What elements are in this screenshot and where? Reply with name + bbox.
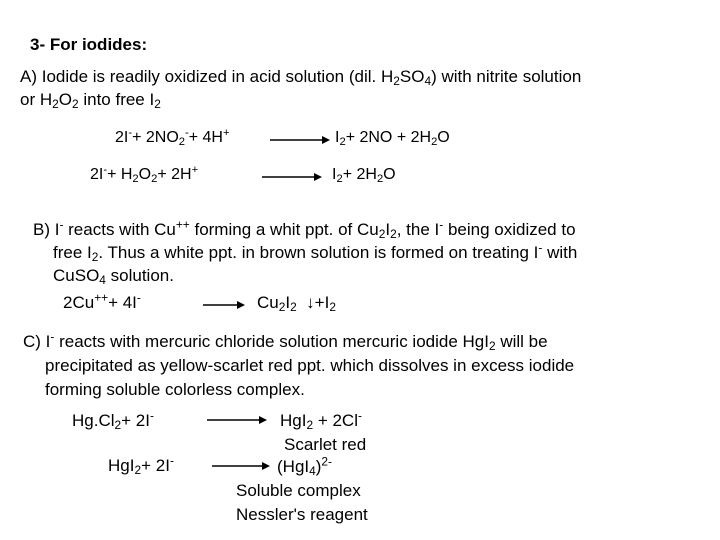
equation-a1-reactants: $2I^-+ 2NO_2^-+ 4H^+$ (115, 126, 230, 148)
equation-a2-products: $I_2+ 2H_2O$ (332, 166, 396, 185)
equation-c1-reactants: $Hg.Cl_2+ 2I^-$ (72, 408, 154, 432)
section-c-line-2: precipitated as yellow-scarlet red ppt. which dissolves in excess iodide (45, 356, 575, 375)
equation-c2-note-2: Nessler's reagent (236, 505, 368, 524)
section-a-line-1: A) Iodide is readily oxidized in acid solution (dil. $H_2SO_4$) with nitrite solution (20, 67, 582, 88)
section-b-line-1: B) I- reacts with Cu++ forming a whit ppt. of $Cu_2I_2$, the I- being oxidized to (33, 217, 576, 241)
reaction-arrow-icon (262, 171, 322, 183)
reaction-arrow-icon (207, 414, 267, 426)
equation-c2-products: $(HgI_4)^{2-}$ (277, 454, 332, 478)
equation-c1-note: Scarlet red (284, 435, 367, 454)
section-b-line-2: free $I_2$. Thus a white ppt. in brown solution is formed on treating I- with (53, 240, 578, 264)
reaction-arrow-icon (203, 299, 245, 311)
section-a-line-2: or $H_2O_2$ into free $I_2$ (20, 90, 161, 111)
section-b-line-3: CuSO$_4$ solution. (53, 266, 174, 287)
equation-a1-products: $I_2+ 2NO + 2H_2O$ (335, 129, 450, 148)
reaction-arrow-icon (270, 134, 330, 146)
section-c-line-1: C) I- reacts with mercuric chloride solution mercuric iodide HgI$_2$ will be (23, 329, 548, 353)
equation-c2-reactants: HgI$_2$+ 2I- (108, 453, 174, 477)
equation-a2-reactants: $2I^-+ H_2O_2+ 2H^+$ (90, 163, 199, 185)
equation-b-products: $Cu_2I_2$ $↓+I_2$ (257, 293, 336, 314)
section-c-line-3: forming soluble colorless complex. (45, 380, 305, 399)
equation-c1-products: HgI$_2$ + 2Cl- (280, 408, 362, 432)
section-heading: 3- For iodides: (30, 35, 148, 54)
reaction-arrow-icon (212, 460, 270, 472)
equation-c2-note-1: Soluble complex (236, 481, 361, 500)
equation-b-reactants: 2Cu+++ 4I- (63, 290, 141, 312)
